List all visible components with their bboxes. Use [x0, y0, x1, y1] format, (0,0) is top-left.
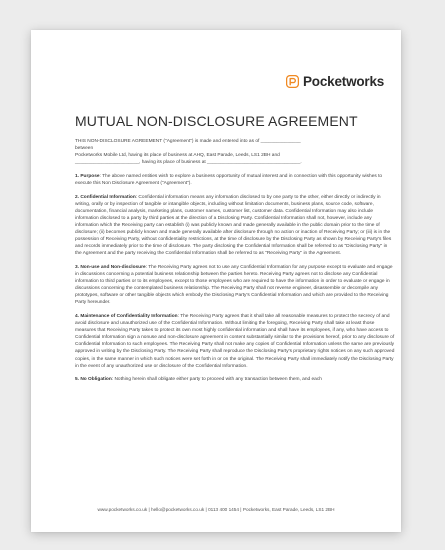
section-purpose — [75, 173, 395, 187]
document-page — [31, 30, 401, 532]
section-non-use — [75, 264, 395, 307]
intro-line: THIS NON-DISCLOSURE AGREEMENT ("Agreement") is made and entered into as of _______________ — [75, 139, 301, 144]
section-heading: 4. Maintenance of Confidentiality Information — [75, 313, 178, 319]
brand-logo — [286, 73, 384, 89]
page-footer: www.pocketworks.co.uk | hello@pocketworks.co.uk | 0113 400 1454 | Pocketworks, East Parade, Leeds, LS1 2BH — [97, 507, 335, 512]
section-confidential-information — [75, 194, 395, 258]
section-heading: 1. Purpose — [75, 173, 100, 179]
section-text: : Nothing herein shall obligate either party to proceed with any transaction between them, and each — [111, 377, 322, 383]
section-text: : The above named entities wish to explore a business opportunity of mutual interest and in connection with this opportunity wishes to execute this Non Disclosure Agreement ("Agreement"). — [75, 173, 383, 186]
section-heading: 2. Confidential Information — [75, 194, 136, 200]
intro-line: ________________________, having its place of business at ___________________________________. — [75, 160, 302, 166]
intro-line: Pocketworks Mobile Ltd, having its place of business at AHQ, East Parade, Leeds, LS1 2BH and — [75, 153, 280, 159]
section-no-obligation — [75, 376, 395, 383]
section-text: : Confidential information means any information disclosed to by one party to the other, either directly or indirectly in writing, orally or by inspection of tangible or intangible objects, including without limitation documents, business plans, source code, software, documentation, financial analysis, marketing plans, customer names, customer list, customer data. Confidential Information may also include information disclosed to a party by third parties at the direction of a Disclosing Party. Confidential Information shall not, however, include any information which the Receiving party can establish (i) was publicly known and made generally available in the public domain prior to the time of disclosure; (ii) becomes publicly known and made generally available after disclosure through no action or inaction of Receiving Party; or (iii) is in the possession of Receiving Party, without confidentiality restrictions, at the time of disclosure by the Disclosing Party as shown by Receiving Party's files and records immediately prior to the time of disclosure. The party disclosing the Confidential Information shall be referred to as "Disclosing Party" in the Agreement and the party receiving the Confidential Information shall be referred to as "Receiving Party" in the Agreement. — [75, 194, 392, 257]
document-title: MUTUAL NON-DISCLOSURE AGREEMENT — [75, 113, 358, 129]
section-heading: 5. No Obligation — [75, 377, 112, 383]
document-body — [75, 138, 395, 383]
pocketworks-logo-icon — [286, 75, 299, 88]
section-text: : The Receiving Party agrees not to use any Confidential Information for any purpose except to evaluate and engage in discussions concerning a potential business relationship between the parties hereto. Receiving Party agrees not to disclose any Confidential information to third parties or to its employees, except to those employees who are required to have the information in order to evaluate or engage in discussions concerning the contemplated business relationship. The Receiving Party shall not reverse engineer, disassemble or decompile any prototypes, software or other tangible objects which embody the Disclosing Party's Confidential Information and which are provided to the Receiving Party hereunder. — [75, 264, 393, 306]
brand-name: Pocketworks — [303, 73, 385, 89]
intro-line: between — [75, 146, 94, 152]
section-text: : The Receiving Party agrees that it shall take all reasonable measures to protect the secrecy of and avoid disclosure and unauthorized use of the Confidential Information. Without limiting the foregoing, Receiving Party shall take at least those measures that Receiving Party takes to protect its own most highly confidential information and shall have its employees, if any, who have access to Confidential Information sign a nonuse and non-disclosure agreement in content substantially similar to the provisions hereof, prior to any disclosure of Confidential Information to such employees. The Receiving Party shall not make any copies of Confidential Information unless the same are previously approved in writing by the Disclosing Party. The Receiving Party shall reproduce the Disclosing Party's proprietary rights notices on any such approved copies, in the same manner in which such notices were set forth in or on the original. The Receiving Party shall immediately notify the Disclosing Party in the event of any unauthorized use or disclosure of the Confidential Information. — [75, 313, 395, 369]
section-heading: 3. Non-use and Non-disclosure — [75, 264, 146, 270]
section-maintenance — [75, 313, 395, 370]
